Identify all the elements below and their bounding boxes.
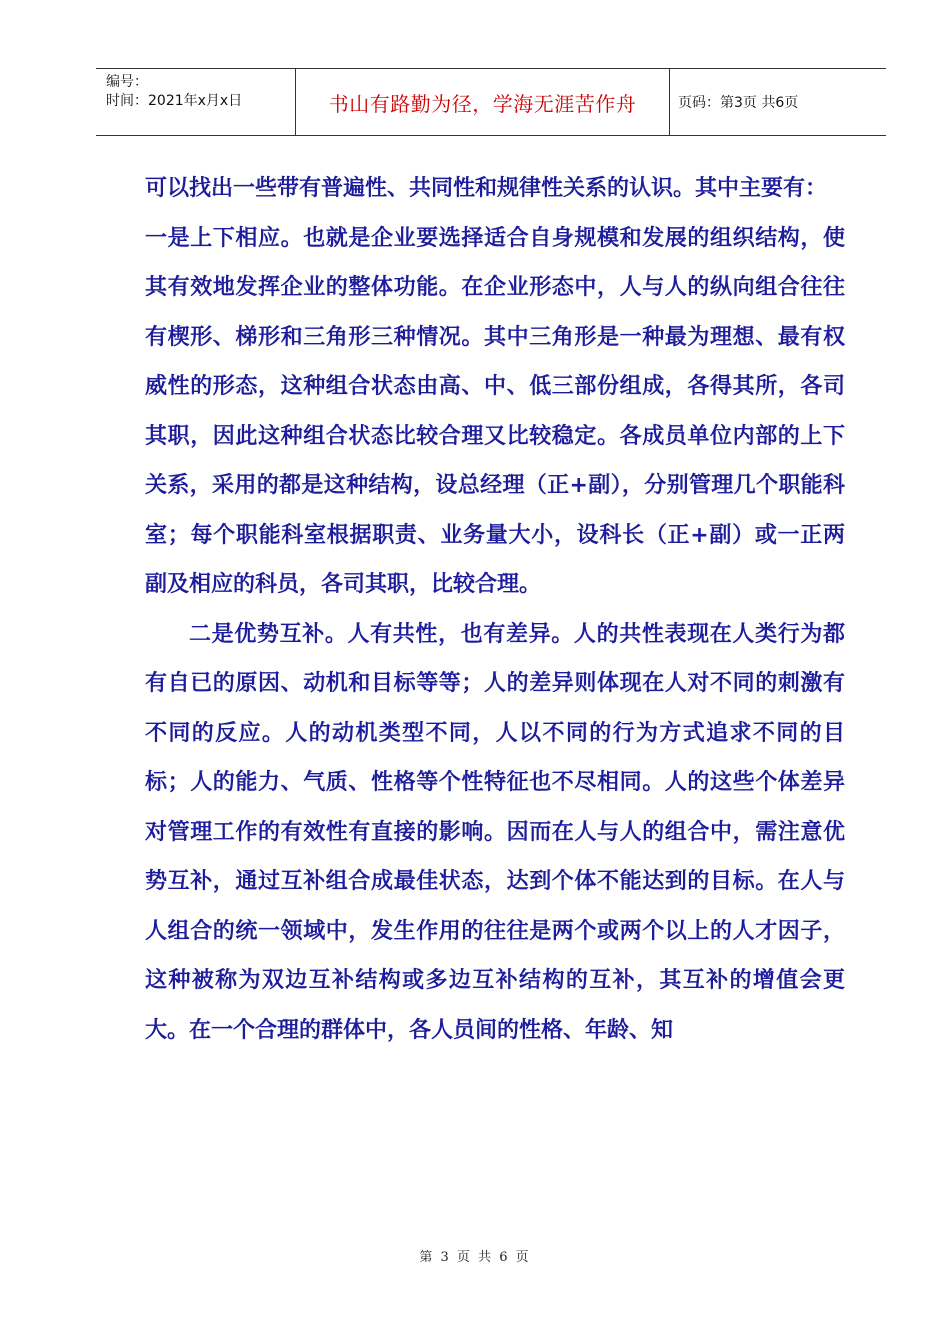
page-footer: 第 3 页 共 6 页 [419,1250,531,1265]
paragraph-intro: 可以找出一些带有普遍性、共同性和规律性关系的认识。其中主要有： [145,176,828,201]
header-meta [96,69,296,135]
page-header [96,68,886,136]
document-number-label: 编号： [106,74,148,90]
paragraph-upper-lower: 一是上下相应。也就是企业要选择适合自身规模和发展的组织结构，使其有效地发挥企业的整体功能。在企业形态中，人与人的纵向组合往往有楔形、梯形和三角形三种情况。其中三角形是一种最为理想、最有权威性的形态，这种组合状态由高、中、低三部份组成，各得其所，各司其职，因此这种组合状态比较合理又比较稳定。各成员单位内部的上下关系，采用的都是这种结构，设总经理（正+副），分别管理几个职能科室；每个职能科室根据职责、业务量大小，设科长（正+副）或一正两副及相应的科员，各司其职，比较合理。 [145,225,845,597]
header-motto: 书山有路勤为径，学海无涯苦作舟 [296,69,670,135]
paragraph-complementary: 二是优势互补。人有共性，也有差异。人的共性表现在人类行为都有自已的原因、动机和目标等等；人的差异则体现在人对不同的刺激有不同的反应。人的动机类型不同，人以不同的行为方式追求不同的目标；人的能力、气质、性格等个性特征也不尽相同。人的这些个体差异对管理工作的有效性有直接的影响。因而在人与人的组合中，需注意优势互补，通过互补组合成最佳状态，达到个体不能达到的目标。在人与人组合的统一领域中，发生作用的往往是两个或两个以上的人才因子，这种被称为双边互补结构或多边互补结构的互补，其互补的增值会更大。在一个合理的群体中，各人员间的性格、年龄、知 [145,621,845,1043]
document-body [145,164,845,1055]
document-time-label: 时间：2021年x月x日 [106,93,243,109]
header-page-info: 页码：第3页 共6页 [678,95,799,111]
